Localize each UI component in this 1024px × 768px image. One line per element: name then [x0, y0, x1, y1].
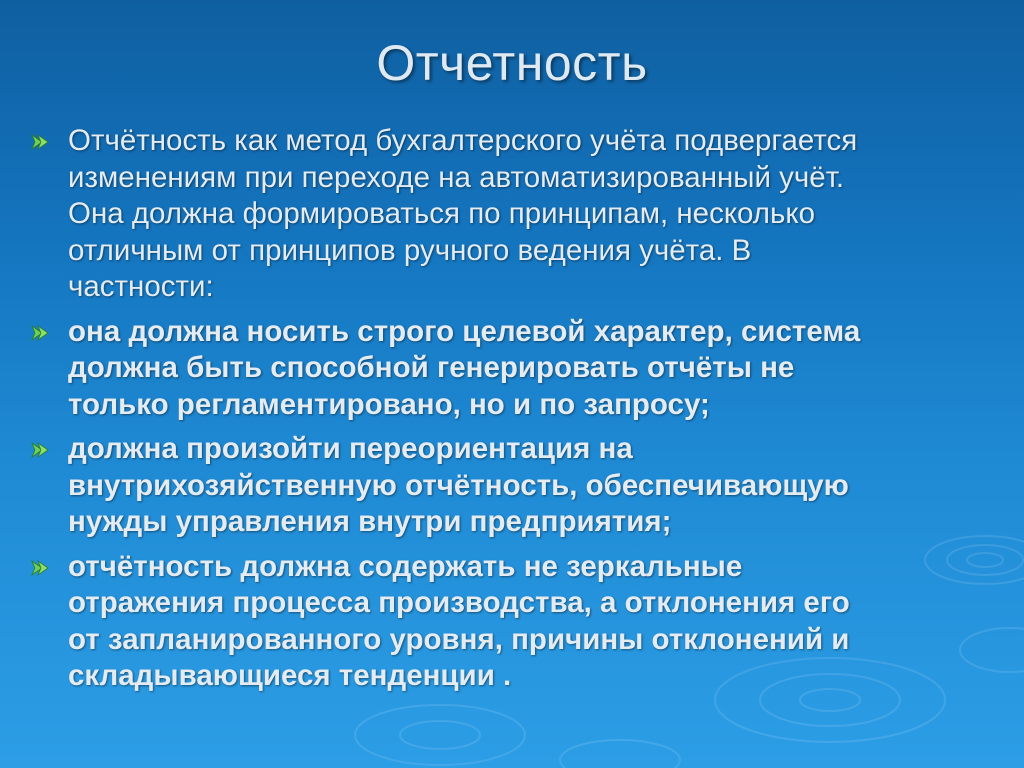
bullet-item — [30, 314, 1005, 424]
bullet-text: Отчётность как метод бухгалтерского учёта подвергается изменениям при переходе на автоматизированный учёт. Она должна формироваться по принципам, несколько отличным от принципов ручного ведения учёта. В частности: — [68, 124, 858, 303]
bullet-list — [30, 123, 1005, 703]
bullet-text: она должна носить строго целевой характер, система должна быть способной генерировать отчёты не только регламентировано, но и по запросу; — [68, 314, 861, 421]
arrow-bullet-icon — [30, 440, 50, 460]
bullet-item — [30, 431, 1005, 541]
bullet-item — [30, 123, 1005, 306]
arrow-bullet-icon — [30, 323, 50, 343]
bullet-text: отчётность должна содержать не зеркальные отражения процесса производства, а отклонения его от запланированного уровня, причины отклонений и складывающиеся тенденции . — [68, 549, 850, 692]
arrow-bullet-icon — [30, 132, 50, 152]
slide-title: Отчетность — [376, 35, 648, 91]
arrow-bullet-icon — [30, 558, 50, 578]
bullet-item — [30, 549, 1005, 695]
bullet-text: должна произойти переориентация на внутрихозяйственную отчётность, обеспечивающую нужды управления внутри предприятия; — [68, 432, 849, 538]
